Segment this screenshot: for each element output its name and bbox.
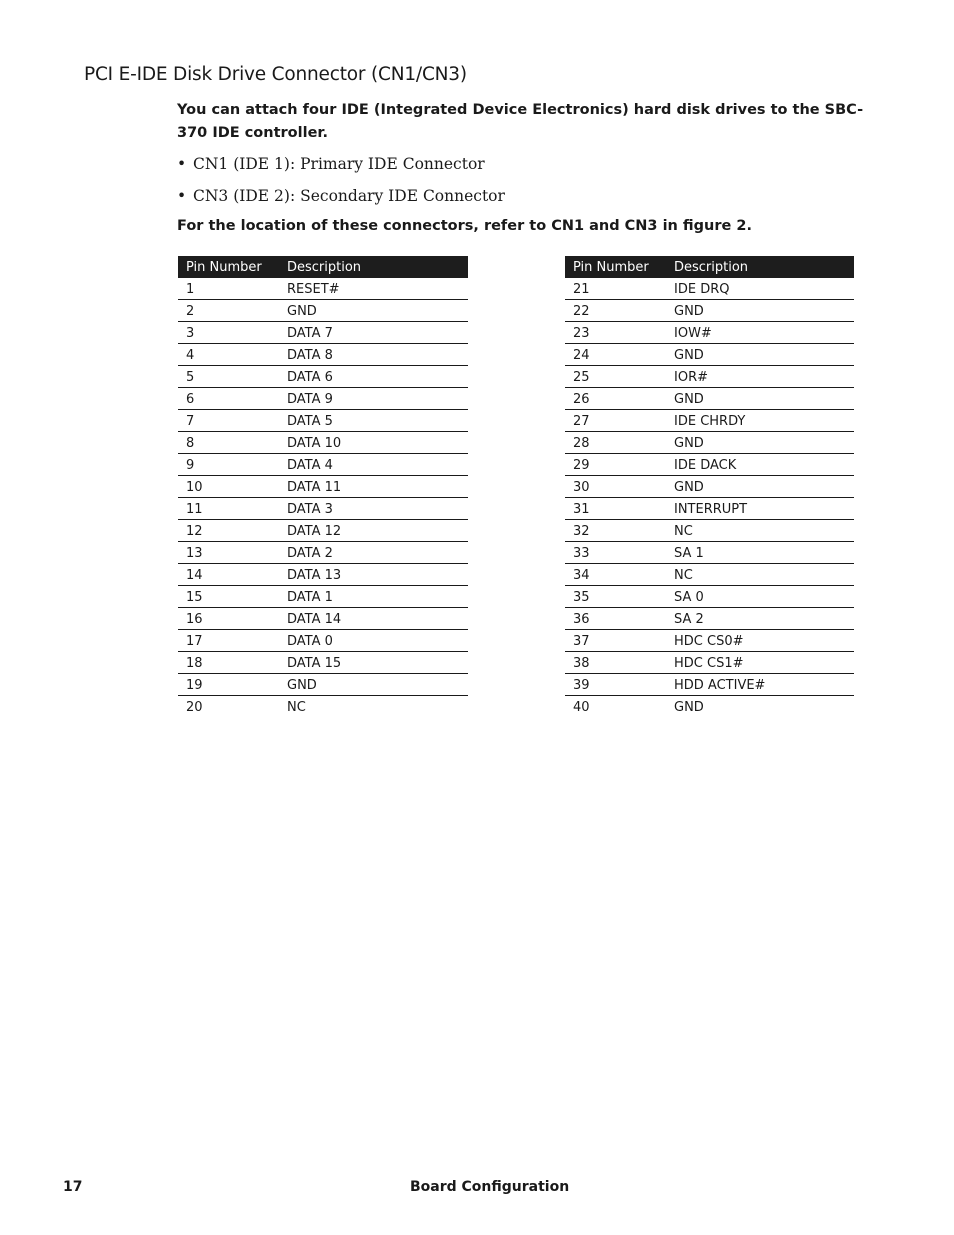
table-row <box>178 344 468 366</box>
description-cell: DATA 7 <box>279 322 468 344</box>
list-item-text: CN1 (IDE 1): Primary IDE Connector <box>193 155 485 173</box>
pin-number-header: Pin Number <box>178 256 279 278</box>
table-row <box>178 652 468 674</box>
table-row <box>565 344 854 366</box>
pin-number-cell: 27 <box>565 410 666 432</box>
pin-number-cell: 35 <box>565 586 666 608</box>
pin-number-cell: 17 <box>178 630 279 652</box>
description-cell: DATA 1 <box>279 586 468 608</box>
description-cell: SA 0 <box>666 586 854 608</box>
pin-number-cell: 15 <box>178 586 279 608</box>
table-row <box>565 410 854 432</box>
table-row <box>565 652 854 674</box>
list-item <box>177 152 505 184</box>
table-row <box>565 278 854 300</box>
pin-number-cell: 21 <box>565 278 666 300</box>
table-row <box>565 542 854 564</box>
table-row <box>178 520 468 542</box>
bullet-icon: • <box>177 155 187 173</box>
description-cell: GND <box>666 344 854 366</box>
pin-number-cell: 26 <box>565 388 666 410</box>
description-cell: NC <box>666 564 854 586</box>
description-cell: GND <box>666 432 854 454</box>
description-cell: DATA 2 <box>279 542 468 564</box>
pin-table-left <box>178 256 468 717</box>
table-row <box>178 542 468 564</box>
table-row <box>178 696 468 718</box>
pin-number-cell: 29 <box>565 454 666 476</box>
pin-number-cell: 1 <box>178 278 279 300</box>
pin-number-header: Pin Number <box>565 256 666 278</box>
description-cell: DATA 9 <box>279 388 468 410</box>
table-row <box>565 388 854 410</box>
description-cell: NC <box>287 700 306 715</box>
pin-number-cell: 4 <box>178 344 279 366</box>
table-row <box>565 608 854 630</box>
pin-number-cell: 8 <box>178 432 279 454</box>
table-row <box>178 322 468 344</box>
description-cell: SA 2 <box>666 608 854 630</box>
table-row <box>565 476 854 498</box>
description-cell: IOW# <box>666 322 854 344</box>
pin-number-cell: 16 <box>178 608 279 630</box>
table-row <box>565 630 854 652</box>
connector-list <box>177 152 505 216</box>
pin-number-cell: 38 <box>565 652 666 674</box>
pin-number-cell: 14 <box>178 564 279 586</box>
description-cell: GND <box>666 388 854 410</box>
footer-section-title: Board Configuration <box>410 1179 570 1195</box>
description-cell: HDC CS1# <box>666 652 854 674</box>
table-header-row <box>178 256 468 278</box>
pin-number-cell: 40 <box>573 700 590 715</box>
description-cell: INTERRUPT <box>666 498 854 520</box>
pin-number-cell: 37 <box>565 630 666 652</box>
table-row <box>178 278 468 300</box>
description-cell: GND <box>279 674 468 696</box>
table-row <box>178 388 468 410</box>
pin-number-cell: 28 <box>565 432 666 454</box>
page-heading: PCI E-IDE Disk Drive Connector (CN1/CN3) <box>84 64 467 85</box>
table-row <box>178 432 468 454</box>
description-cell: DATA 6 <box>279 366 468 388</box>
table-row <box>565 432 854 454</box>
table-row <box>178 674 468 696</box>
description-cell: DATA 0 <box>279 630 468 652</box>
description-cell: DATA 14 <box>279 608 468 630</box>
list-item <box>177 184 505 216</box>
pin-number-cell: 19 <box>178 674 279 696</box>
description-cell: SA 1 <box>666 542 854 564</box>
location-note: For the location of these connectors, refer to CN1 and CN3 in figure 2. <box>177 218 752 234</box>
table-row <box>565 498 854 520</box>
description-cell: DATA 11 <box>279 476 468 498</box>
description-cell: DATA 3 <box>279 498 468 520</box>
pin-number-cell: 9 <box>178 454 279 476</box>
description-cell: NC <box>666 520 854 542</box>
table-row <box>178 300 468 322</box>
pin-number-cell: 10 <box>178 476 279 498</box>
pin-number-cell: 32 <box>565 520 666 542</box>
table-row <box>565 454 854 476</box>
pin-number-cell: 23 <box>565 322 666 344</box>
table-row <box>178 366 468 388</box>
pin-number-cell: 22 <box>565 300 666 322</box>
pin-number-cell: 7 <box>178 410 279 432</box>
pin-table-right <box>565 256 854 717</box>
description-cell: GND <box>666 300 854 322</box>
table-row <box>565 696 854 718</box>
table-row <box>565 674 854 696</box>
table-row <box>565 300 854 322</box>
pin-number-cell: 30 <box>565 476 666 498</box>
description-cell: DATA 12 <box>279 520 468 542</box>
table-row <box>178 454 468 476</box>
pin-number-cell: 20 <box>186 700 203 715</box>
pin-number-cell: 39 <box>565 674 666 696</box>
description-cell: IDE DACK <box>666 454 854 476</box>
table-row <box>178 564 468 586</box>
description-cell: GND <box>666 476 854 498</box>
description-cell: DATA 13 <box>279 564 468 586</box>
description-cell: GND <box>279 300 468 322</box>
intro-paragraph: You can attach four IDE (Integrated Device Electronics) hard disk drives to the SBC-370 IDE controller. <box>177 102 864 141</box>
description-cell: GND <box>674 700 704 715</box>
description-cell: HDD ACTIVE# <box>666 674 854 696</box>
description-header: Description <box>279 256 468 278</box>
table-row <box>565 322 854 344</box>
pin-number-cell: 12 <box>178 520 279 542</box>
description-cell: IDE CHRDY <box>666 410 854 432</box>
table-row <box>178 476 468 498</box>
description-cell: DATA 10 <box>279 432 468 454</box>
description-header: Description <box>666 256 854 278</box>
table-row <box>178 608 468 630</box>
table-header-row <box>565 256 854 278</box>
pin-number-cell: 31 <box>565 498 666 520</box>
list-item-text: CN3 (IDE 2): Secondary IDE Connector <box>193 187 505 205</box>
pin-number-cell: 11 <box>178 498 279 520</box>
pin-number-cell: 13 <box>178 542 279 564</box>
table-row <box>565 586 854 608</box>
table-row <box>178 410 468 432</box>
table-row <box>178 586 468 608</box>
pin-number-cell: 18 <box>178 652 279 674</box>
bullet-icon: • <box>177 187 187 205</box>
page-number: 17 <box>63 1179 83 1195</box>
description-cell: DATA 8 <box>279 344 468 366</box>
pin-number-cell: 36 <box>565 608 666 630</box>
pin-number-cell: 25 <box>565 366 666 388</box>
description-cell: HDC CS0# <box>666 630 854 652</box>
description-cell: IDE DRQ <box>666 278 854 300</box>
pin-number-cell: 5 <box>178 366 279 388</box>
description-cell: IOR# <box>666 366 854 388</box>
table-row <box>565 366 854 388</box>
table-row <box>178 498 468 520</box>
pin-number-cell: 3 <box>178 322 279 344</box>
pin-number-cell: 34 <box>565 564 666 586</box>
pin-number-cell: 24 <box>565 344 666 366</box>
table-row <box>565 520 854 542</box>
description-cell: DATA 5 <box>279 410 468 432</box>
pin-number-cell: 6 <box>178 388 279 410</box>
description-cell: DATA 4 <box>279 454 468 476</box>
table-row <box>565 564 854 586</box>
table-row <box>178 630 468 652</box>
pin-number-cell: 33 <box>565 542 666 564</box>
pin-number-cell: 2 <box>178 300 279 322</box>
description-cell: RESET# <box>279 278 468 300</box>
description-cell: DATA 15 <box>279 652 468 674</box>
